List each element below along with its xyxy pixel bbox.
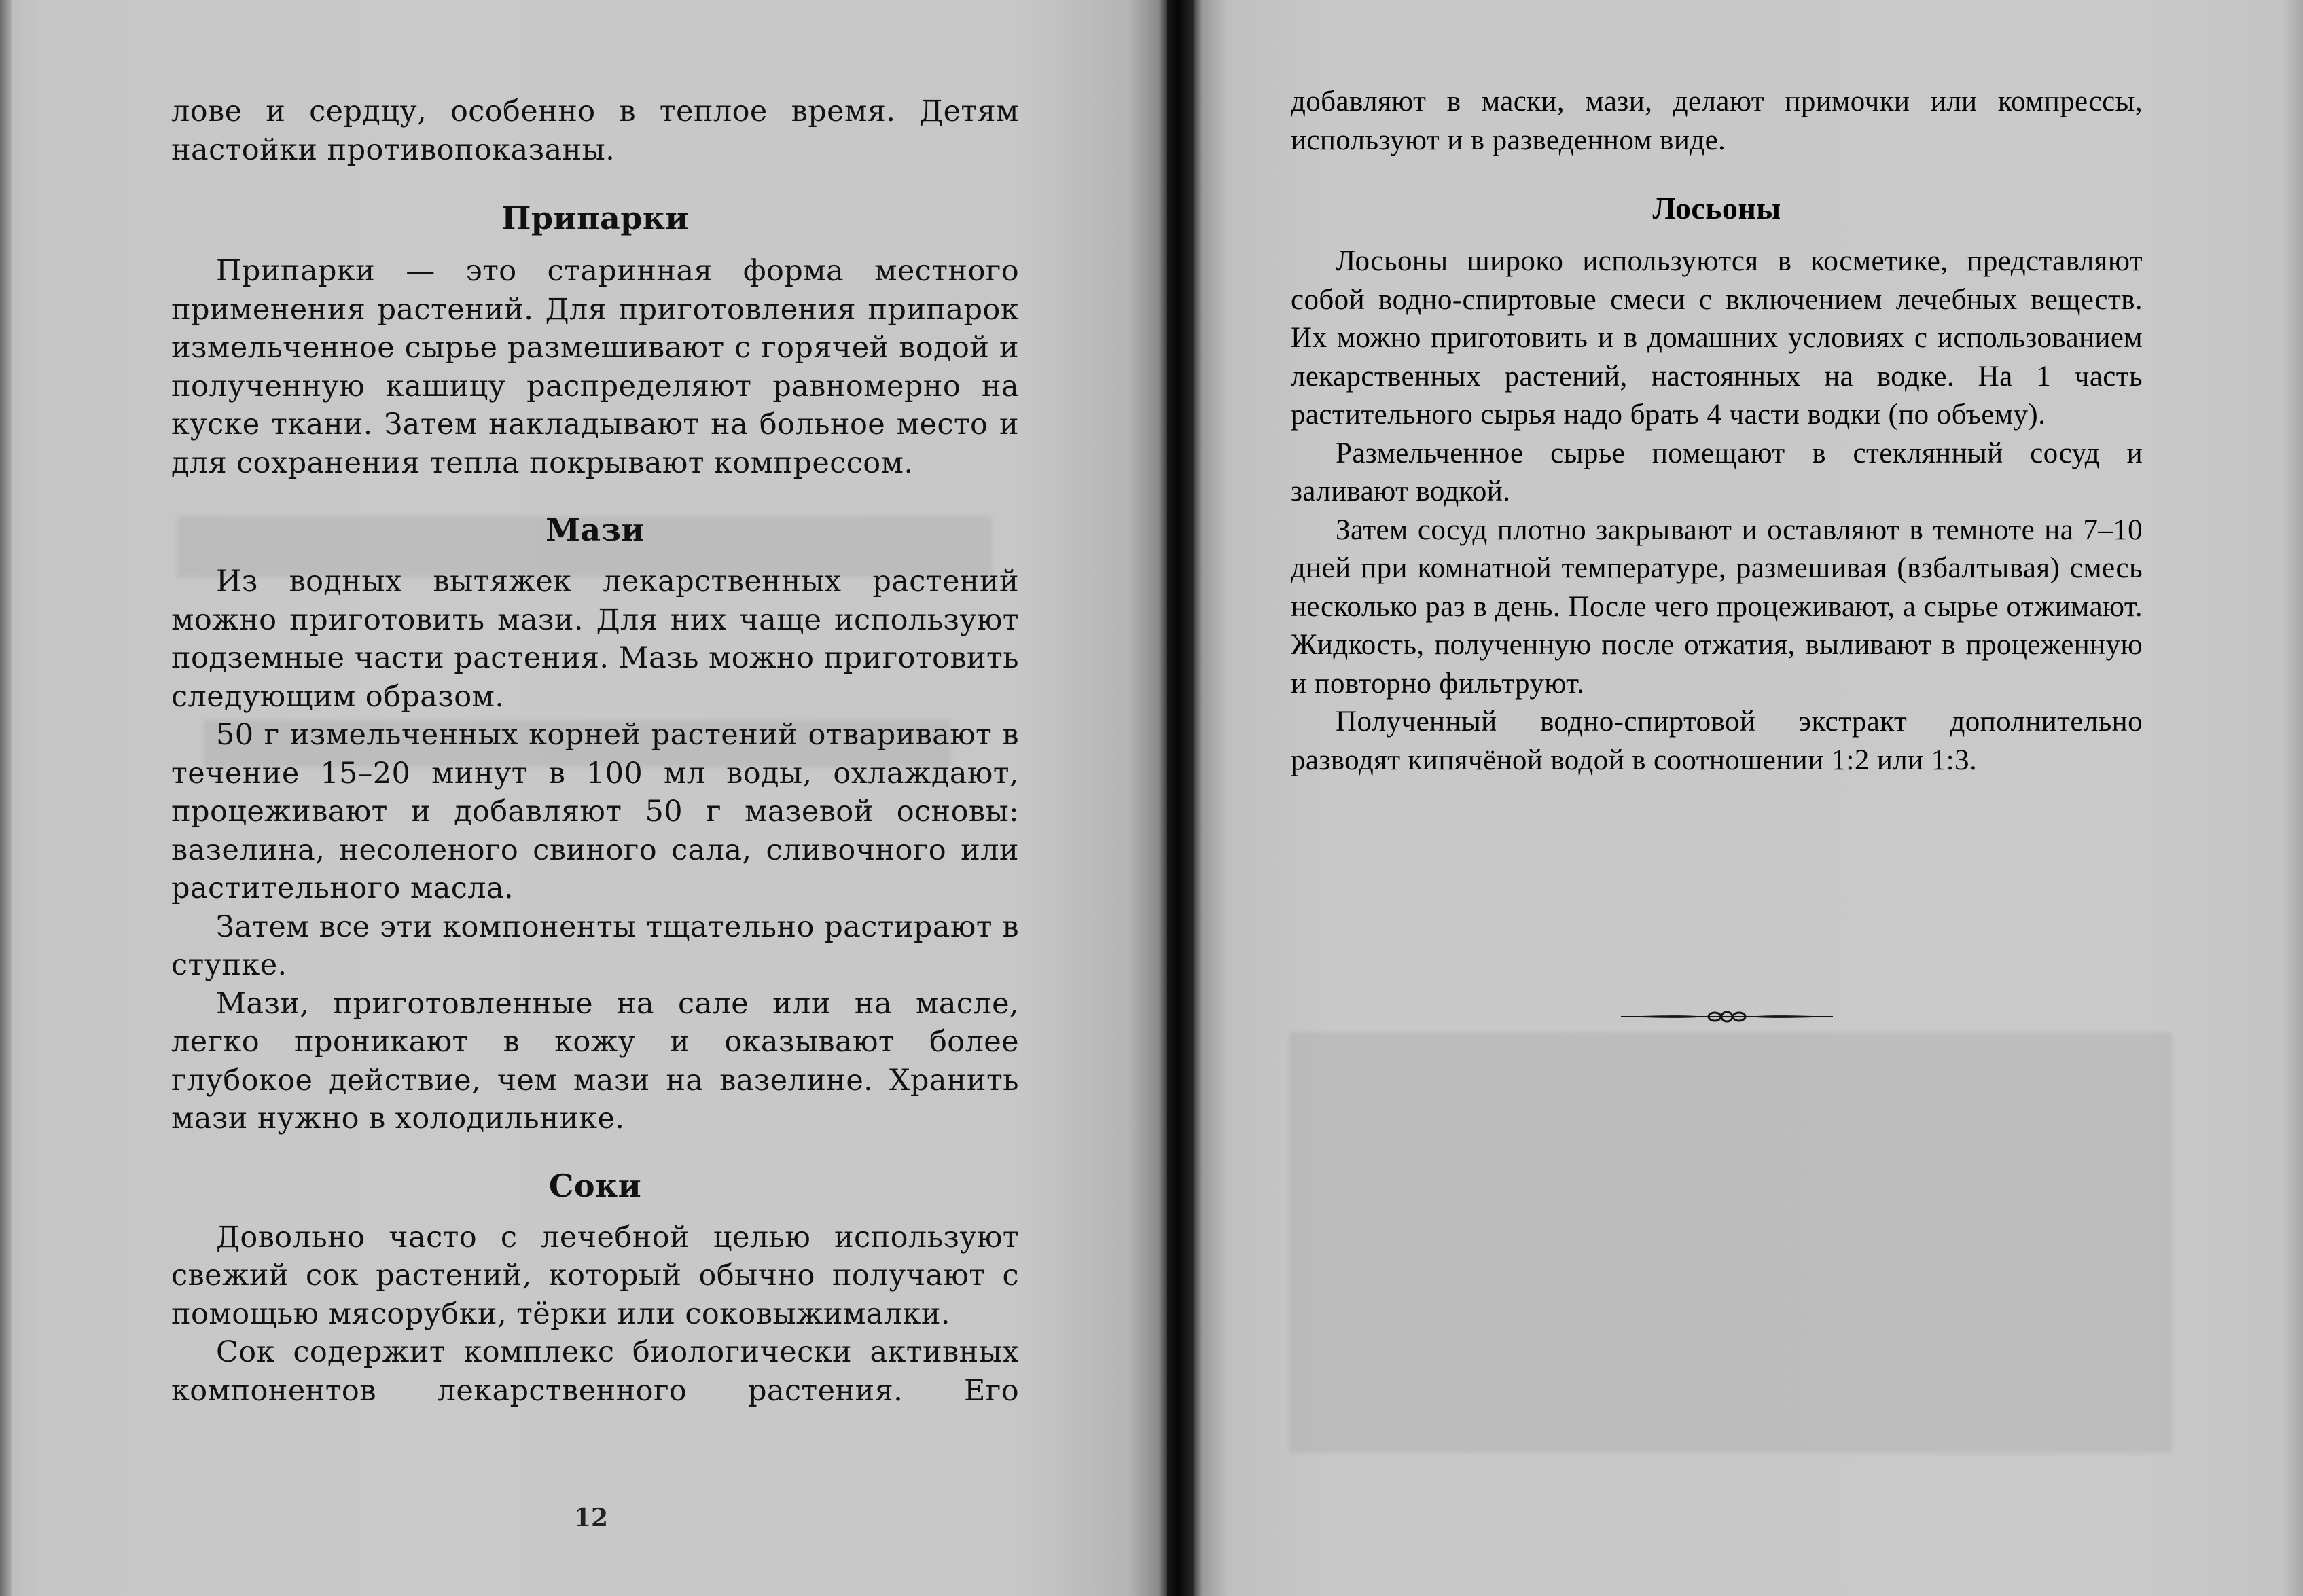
paragraph: Затем все эти компоненты тщательно растирают в ступке. [171, 909, 1019, 982]
paragraph: Довольно часто с лечебной целью используют свежий сок растений, который обычно получают с помощью мясорубки, тёрки или соковыжималки. [171, 1220, 1019, 1331]
paragraph: Лосьоны широко используются в косметике, представляют собой водно-спиртовые смеси с включением лечебных веществ. Их можно приготовить и в домашних условиях с использованием лекарственных растений, настоянных на водке. На 1 часть растительного сырья надо брать 4 части водки (по объему). [1291, 245, 2143, 431]
section-heading-soki: Соки [548, 1167, 642, 1204]
paragraph: 50 г измельченных корней растений отваривают в течение 15–20 минут в 100 мл воды, охлаждают, процеживают и добавляют 50 г мазевой основы: вазелина, несоленого свиного сала, сливочного или растительного масла. [171, 718, 1019, 905]
section-heading-losony: Лосьоны [1652, 191, 1781, 225]
right-page-text [1291, 83, 2143, 780]
paragraph: Полученный водно-спиртовой экстракт дополнительно разводят кипячёной водой в соотношении 1:2 или 1:3. [1291, 706, 2143, 776]
paragraph: Мази, приготовленные на сале или на масле, легко проникают в кожу и оказывают более глубокое действие, чем мази на вазелине. Хранить мази нужно в холодильнике. [171, 986, 1019, 1136]
paragraph: Затем сосуд плотно закрывают и оставляют в темноте на 7–10 дней при комнатной температуре, размешивая (взбалтывая) смесь несколько раз в день. После чего процеживают, а сырье отжимают. Жидкость, полученную после отжатия, выливают в процеженную и повторно фильтруют. [1291, 513, 2143, 700]
page-edge [0, 0, 12, 1596]
continued-text: лове и сердцу, особенно в теплое время. Детям настойки противопоказаны. [171, 94, 1019, 167]
section-heading-priparki: Припарки [501, 200, 689, 236]
paragraph: Размельченное сырье помещают в стеклянный сосуд и заливают водкой. [1291, 437, 2143, 507]
paragraph: Из водных вытяжек лекарственных растений можно приготовить мази. Для них чаще используют подземные части растения. Мазь можно приготовить следующим образом. [171, 564, 1019, 714]
page-number: 12 [573, 1504, 609, 1532]
section-end-ornament-icon [1618, 1008, 1836, 1026]
paragraph: Припарки — это старинная форма местного применения растений. Для приготовления припарок измельченное сырье размешивают с горячей водой и полученную кашицу распределяют равномерно на куске ткани. Затем накладывают на больное место и для сохранения тепла покрывают компрессом. [171, 254, 1019, 480]
paragraph: Сок содержит комплекс биологически активных компонентов лекарственного растения. Его [171, 1335, 1019, 1408]
continued-text: добавляют в маски, мази, делают примочки или компрессы, используют и в разведенном виде. [1291, 86, 2143, 156]
section-heading-mazi: Мази [546, 511, 645, 548]
left-page-text [171, 92, 1019, 1410]
book-spine [1167, 0, 1194, 1596]
